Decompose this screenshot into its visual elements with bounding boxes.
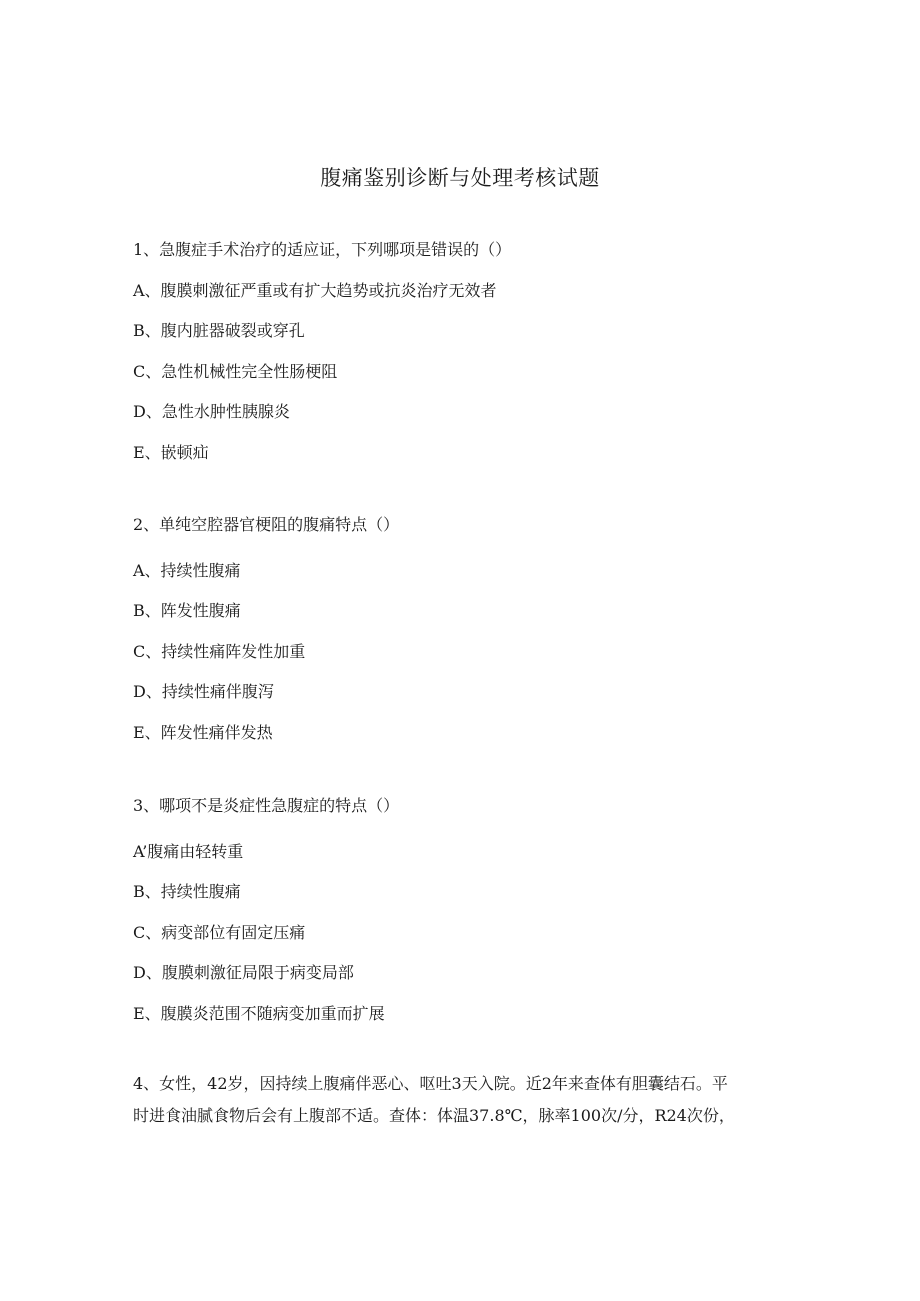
- option-e: E、嵌顿疝: [133, 443, 209, 462]
- question-stem: 1、急腹症手术治疗的适应证，下列哪项是错误的（）: [133, 240, 512, 259]
- option-c: C、急性机械性完全性肠梗阻: [133, 362, 338, 381]
- question-stem: 2、单纯空腔器官梗阻的腹痛特点（）: [133, 515, 400, 534]
- option-b: B、阵发性腹痛: [133, 601, 241, 620]
- option-a: A、腹膜刺激征严重或有扩大趋势或抗炎治疗无效者: [133, 281, 497, 300]
- question-stem: [133, 1068, 773, 1132]
- option-e: E、阵发性痛伴发热: [133, 723, 273, 742]
- stem-line-2: 时进食油腻食物后会有上腹部不适。查体：体温37.8℃，脉率100次/分，R24次份，: [133, 1106, 735, 1125]
- option-c: C、病变部位有固定压痛: [133, 923, 306, 942]
- option-d: D、腹膜刺激征局限于病变局部: [133, 963, 354, 982]
- question-stem: 3、哪项不是炎症性急腹症的特点（）: [133, 796, 400, 815]
- option-e: E、腹膜炎范围不随病变加重而扩展: [133, 1004, 385, 1023]
- option-d: D、持续性痛伴腹泻: [133, 682, 274, 701]
- option-b: B、持续性腹痛: [133, 882, 241, 901]
- stem-line-1: 4、女性，42岁，因持续上腹痛伴恶心、呕吐3天入院。近2年来查体有胆囊结石。平: [133, 1074, 728, 1093]
- option-a: A、持续性腹痛: [133, 561, 241, 580]
- option-a: A’腹痛由轻转重: [133, 842, 244, 861]
- option-b: B、腹内脏器破裂或穿孔: [133, 321, 305, 340]
- document-title: 腹痛鉴别诊断与处理考核试题: [320, 166, 600, 190]
- option-d: D、急性水肿性胰腺炎: [133, 402, 290, 421]
- option-c: C、持续性痛阵发性加重: [133, 642, 306, 661]
